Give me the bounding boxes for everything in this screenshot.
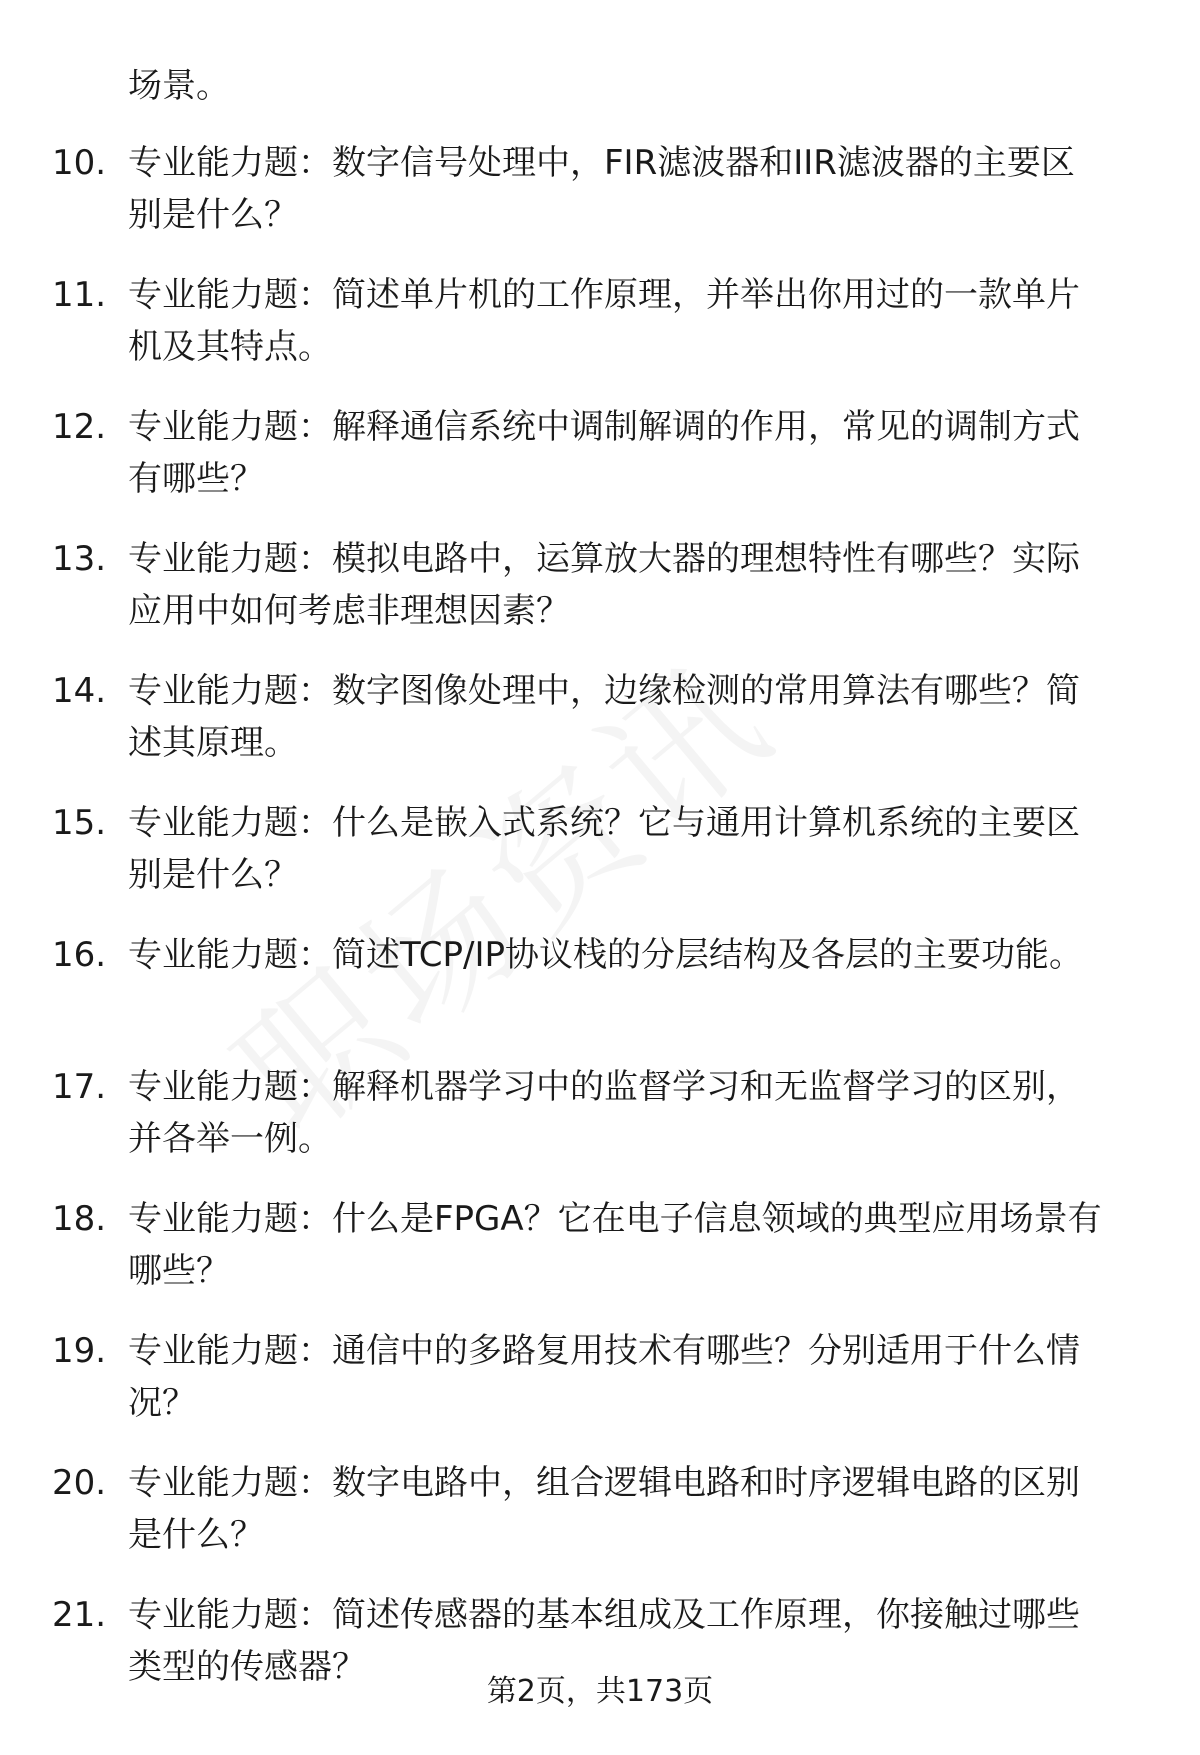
- question-number: 14.: [52, 671, 107, 711]
- question-text-line: 有哪些？: [128, 459, 264, 499]
- question-text-line: 类型的传感器？: [128, 1647, 366, 1687]
- question-number: 16.: [52, 935, 107, 975]
- question-text: [128, 797, 1168, 901]
- question-text: [128, 533, 1168, 637]
- continuation-text: 场景。: [128, 66, 230, 106]
- question-text: [128, 929, 1168, 981]
- question-item: [0, 1061, 1200, 1193]
- question-list: [0, 137, 1200, 1721]
- question-text: [128, 137, 1168, 241]
- question-item: [0, 797, 1200, 929]
- question-text-line: 别是什么？: [128, 855, 298, 895]
- question-number: 11.: [52, 275, 107, 315]
- question-text-line: 机及其特点。: [128, 327, 332, 367]
- question-number: 21.: [52, 1595, 107, 1635]
- question-text-line: 专业能力题：数字信号处理中，FIR滤波器和IIR滤波器的主要区: [128, 143, 1075, 183]
- question-number: 20.: [52, 1463, 107, 1503]
- question-number: 12.: [52, 407, 107, 447]
- question-text-line: 应用中如何考虑非理想因素？: [128, 591, 570, 631]
- question-text-line: 专业能力题：解释机器学习中的监督学习和无监督学习的区别，: [128, 1067, 1080, 1107]
- question-text-line: 专业能力题：模拟电路中，运算放大器的理想特性有哪些？实际: [128, 539, 1080, 579]
- question-number: 15.: [52, 803, 107, 843]
- question-text: [128, 1457, 1168, 1561]
- question-item: [0, 533, 1200, 665]
- question-text-line: 哪些？: [128, 1251, 230, 1291]
- question-number: 18.: [52, 1199, 107, 1239]
- question-text-line: 述其原理。: [128, 723, 298, 763]
- question-text: [128, 401, 1168, 505]
- question-text: [128, 1193, 1168, 1297]
- question-text-line: 是什么？: [128, 1515, 264, 1555]
- question-text: [128, 269, 1168, 373]
- question-text: [128, 1061, 1168, 1165]
- question-item: [0, 1457, 1200, 1589]
- question-number: 10.: [52, 143, 107, 183]
- question-item: [0, 929, 1200, 1061]
- question-text-line: 别是什么？: [128, 195, 298, 235]
- question-text-line: 专业能力题：通信中的多路复用技术有哪些？分别适用于什么情: [128, 1331, 1080, 1371]
- question-item: [0, 269, 1200, 401]
- question-number: 19.: [52, 1331, 107, 1371]
- question-text-line: 专业能力题：数字电路中，组合逻辑电路和时序逻辑电路的区别: [128, 1463, 1080, 1503]
- question-item: [0, 401, 1200, 533]
- question-text-line: 专业能力题：简述TCP/IP协议栈的分层结构及各层的主要功能。: [128, 935, 1084, 975]
- question-text: [128, 1325, 1168, 1429]
- question-text-line: 况？: [128, 1383, 196, 1423]
- question-text-line: 专业能力题：数字图像处理中，边缘检测的常用算法有哪些？简: [128, 671, 1080, 711]
- question-item: [0, 137, 1200, 269]
- question-item: [0, 665, 1200, 797]
- question-text-line: 并各举一例。: [128, 1119, 332, 1159]
- question-item: [0, 1193, 1200, 1325]
- question-text-line: 专业能力题：简述单片机的工作原理，并举出你用过的一款单片: [128, 275, 1080, 315]
- question-text-line: 专业能力题：什么是FPGA？它在电子信息领域的典型应用场景有: [128, 1199, 1102, 1239]
- page-footer: 第2页，共173页: [486, 1674, 714, 1709]
- question-text: [128, 665, 1168, 769]
- question-text-line: 专业能力题：简述传感器的基本组成及工作原理，你接触过哪些: [128, 1595, 1080, 1635]
- question-number: 13.: [52, 539, 107, 579]
- question-number: 17.: [52, 1067, 107, 1107]
- question-item: [0, 1325, 1200, 1457]
- question-text-line: 专业能力题：解释通信系统中调制解调的作用，常见的调制方式: [128, 407, 1080, 447]
- question-text-line: 专业能力题：什么是嵌入式系统？它与通用计算机系统的主要区: [128, 803, 1080, 843]
